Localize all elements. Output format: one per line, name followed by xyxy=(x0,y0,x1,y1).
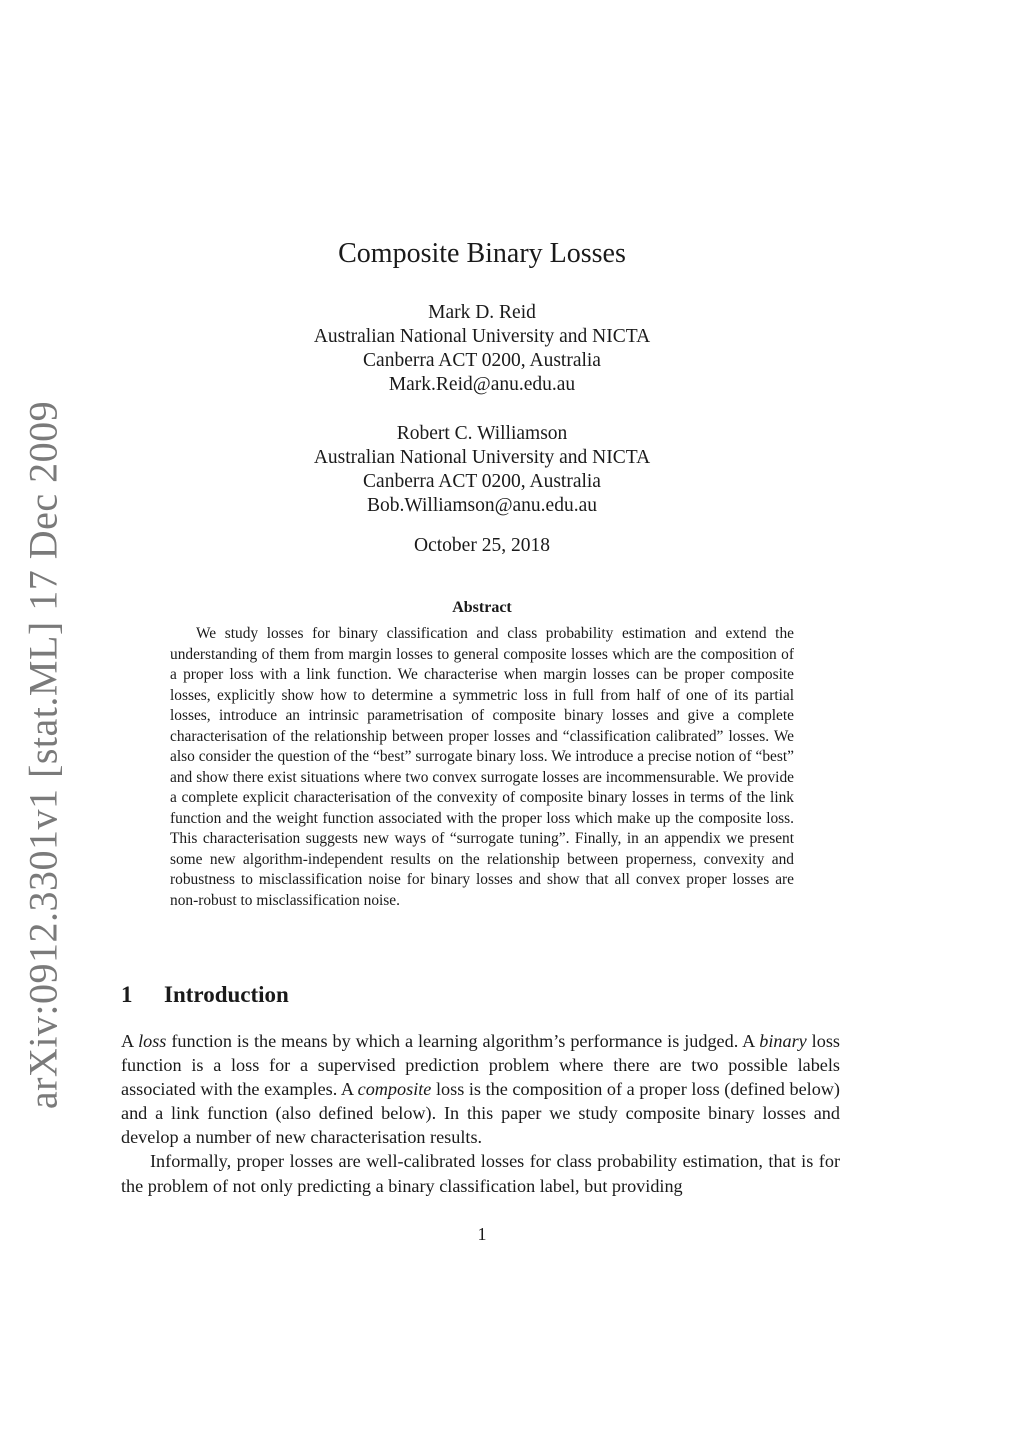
paper-date: October 25, 2018 xyxy=(414,535,550,556)
author-email: Bob.Williamson@anu.edu.au xyxy=(366,495,597,516)
author-address: Canberra ACT 0200, Australia xyxy=(363,471,601,492)
text-run: loss function is a loss for a supervised prediction problem where there are two possible labels associated with the examples. A xyxy=(121,1031,840,1100)
text-run: loss is the composition of a proper loss (defined below) and a link function (also defined below). In this paper we study composite binary losses and develop a number of new characterisation results. xyxy=(121,1079,840,1148)
section-title: Introduction xyxy=(164,982,289,1007)
emphasis: composite xyxy=(357,1079,432,1100)
author-address: Canberra ACT 0200, Australia xyxy=(363,350,601,371)
author-affiliation: Australian National University and NICTA xyxy=(313,326,651,347)
page-number: 1 xyxy=(477,1224,487,1244)
abstract-text: We study losses for binary classification and class probability estimation and extend the understanding of them from margin losses to general composite losses which are the composition of a proper loss with a link function. We characterise when margin losses can be proper composite losses, explicitly show how to determine a symmetric loss in full from half of one of its partial losses, introduce an intrinsic parametrisation of composite binary losses and give a complete characterisation of the relationship between proper losses and “classification calibrated” losses. We also consider the question of the “best” surrogate binary loss. We introduce a precise notion of “best” and show there exist situations where two convex surrogate losses are incommensurable. We provide a complete explicit characterisation of the convexity of composite binary losses in terms of the link function and the weight function associated with the proper loss which make up the composite loss. This characterisation suggests new ways of “surrogate tuning”. Finally, in an appendix we present some new algorithm-independent results on the relationship between properness, convexity and robustness to misclassification noise for binary losses and show that all convex proper losses are non-robust to misclassification noise. xyxy=(170,625,794,909)
paper-title: Composite Binary Losses xyxy=(338,238,626,269)
intro-body xyxy=(121,1029,840,1198)
author-block-2 xyxy=(0,422,964,518)
author-name: Mark D. Reid xyxy=(428,302,536,323)
text-run: function is the means by which a learning algorithm’s performance is judged. A xyxy=(166,1031,760,1051)
arxiv-side-stamp: arXiv:0912.3301v1 [stat.ML] 17 Dec 2009 xyxy=(20,400,66,1110)
intro-paragraph-1 xyxy=(121,1029,840,1149)
section-number: 1 xyxy=(121,982,133,1007)
section-heading xyxy=(121,982,289,1008)
emphasis: loss xyxy=(138,1031,167,1051)
author-name: Robert C. Williamson xyxy=(396,423,568,444)
emphasis: binary xyxy=(759,1031,807,1051)
text-run: A xyxy=(121,1031,139,1051)
author-email: Mark.Reid@anu.edu.au xyxy=(388,374,576,395)
abstract-body xyxy=(170,624,794,911)
intro-paragraph-2: Informally, proper losses are well-calibrated losses for class probability estimation, that is for the problem of not only predicting a binary classification label, but providing xyxy=(121,1151,840,1196)
author-affiliation: Australian National University and NICTA xyxy=(313,447,651,468)
author-block-1 xyxy=(0,301,964,397)
abstract-heading: Abstract xyxy=(452,599,512,616)
